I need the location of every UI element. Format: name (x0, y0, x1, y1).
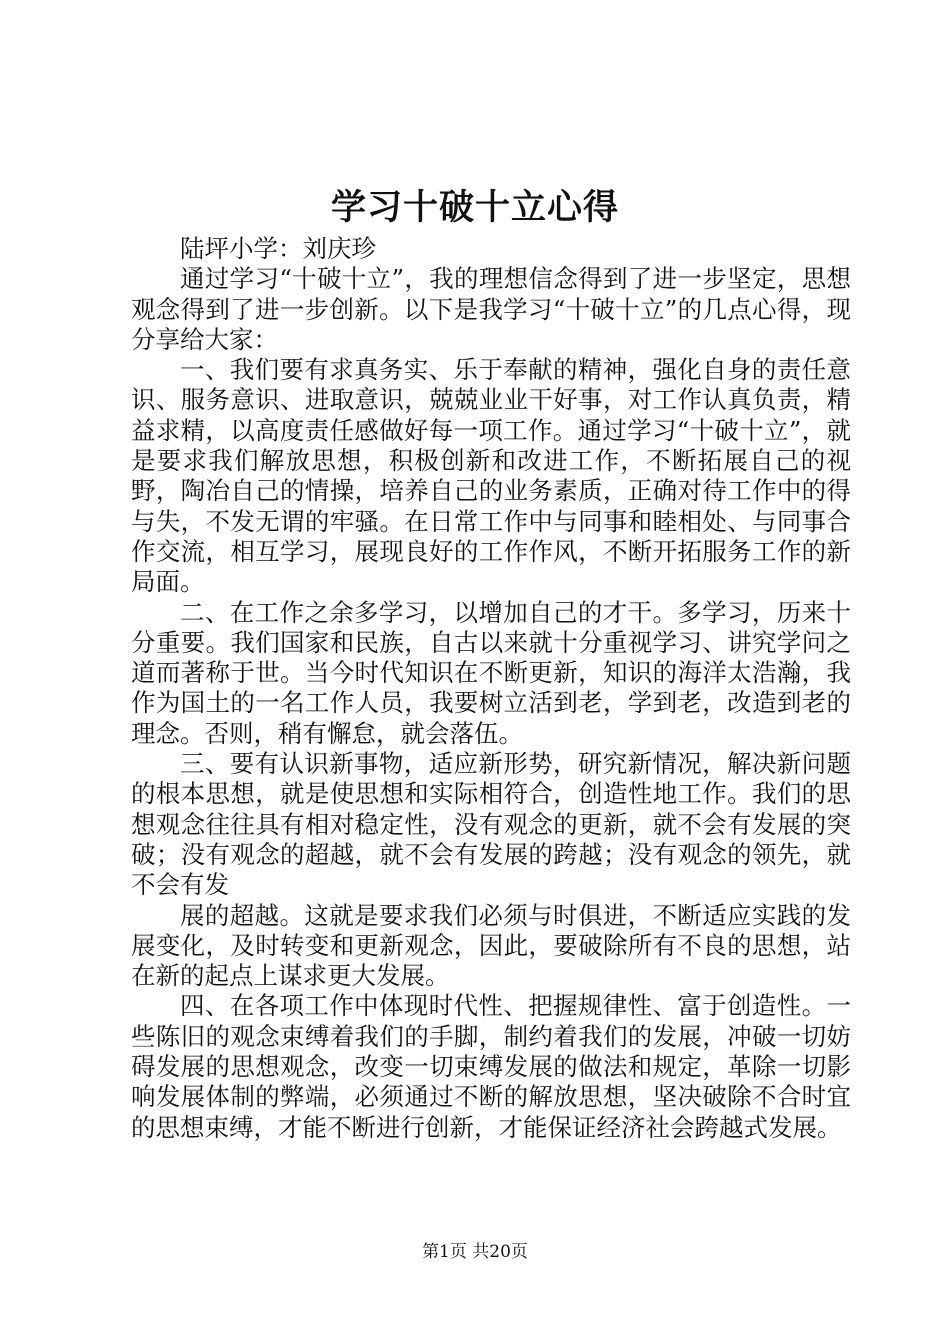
paragraph-point-3: 三、要有认识新事物，适应新形势，研究新情况，解决新问题的根本思想，就是使思想和实际相符合，创造性地工作。我们的思想观念往往具有相对稳定性，没有观念的更新，就不会有发展的突破；没有观念的超越，就不会有发展的跨越；没有观念的领先，就不会有发 (131, 749, 851, 900)
document-body (131, 234, 851, 1143)
paragraph-point-1: 一、我们要有求真务实、乐于奉献的精神，强化自身的责任意识、服务意识、进取意识，兢兢业业干好事，对工作认真负责，精益求精，以高度责任感做好每一项工作。通过学习“十破十立”，就是要求我们解放思想，积极创新和改进工作，不断拓展自己的视野，陶冶自己的情操，培养自己的业务素质，正确对待工作中的得与失，不发无谓的牢骚。在日常工作中与同事和睦相处、与同事合作交流，相互学习，展现良好的工作作风，不断开拓服务工作的新局面。 (131, 355, 851, 597)
paragraph-intro: 通过学习“十破十立”，我的理想信念得到了进一步坚定，思想观念得到了进一步创新。以下是我学习“十破十立”的几点心得，现分享给大家： (131, 264, 851, 354)
paragraph-point-3-continued: 展的超越。这就是要求我们必须与时俱进，不断适应实践的发展变化，及时转变和更新观念，因此，要破除所有不良的思想，站在新的起点上谋求更大发展。 (131, 900, 851, 991)
paragraph-point-4: 四、在各项工作中体现时代性、把握规律性、富于创造性。一些陈旧的观念束缚着我们的手脚，制约着我们的发展，冲破一切妨碍发展的思想观念，改变一切束缚发展的做法和规定，革除一切影响发展体制的弊端，必须通过不断的解放思想，坚决破除不合时宜的思想束缚，才能不断进行创新，才能保证经济社会跨越式发展。 (131, 991, 851, 1142)
document-title: 学习十破十立心得 (330, 187, 619, 228)
page-number-footer: 第1页 共20页 (422, 1242, 528, 1262)
paragraph-point-2: 二、在工作之余多学习，以增加自己的才干。多学习，历来十分重要。我们国家和民族，自古以来就十分重视学习、讲究学问之道而著称于世。当今时代知识在不断更新，知识的海洋太浩瀚，我作为国土的一名工作人员，我要树立活到老，学到老，改造到老的理念。否则，稍有懈怠，就会落伍。 (131, 597, 851, 748)
author-line: 陆坪小学：刘庆珍 (180, 234, 376, 263)
